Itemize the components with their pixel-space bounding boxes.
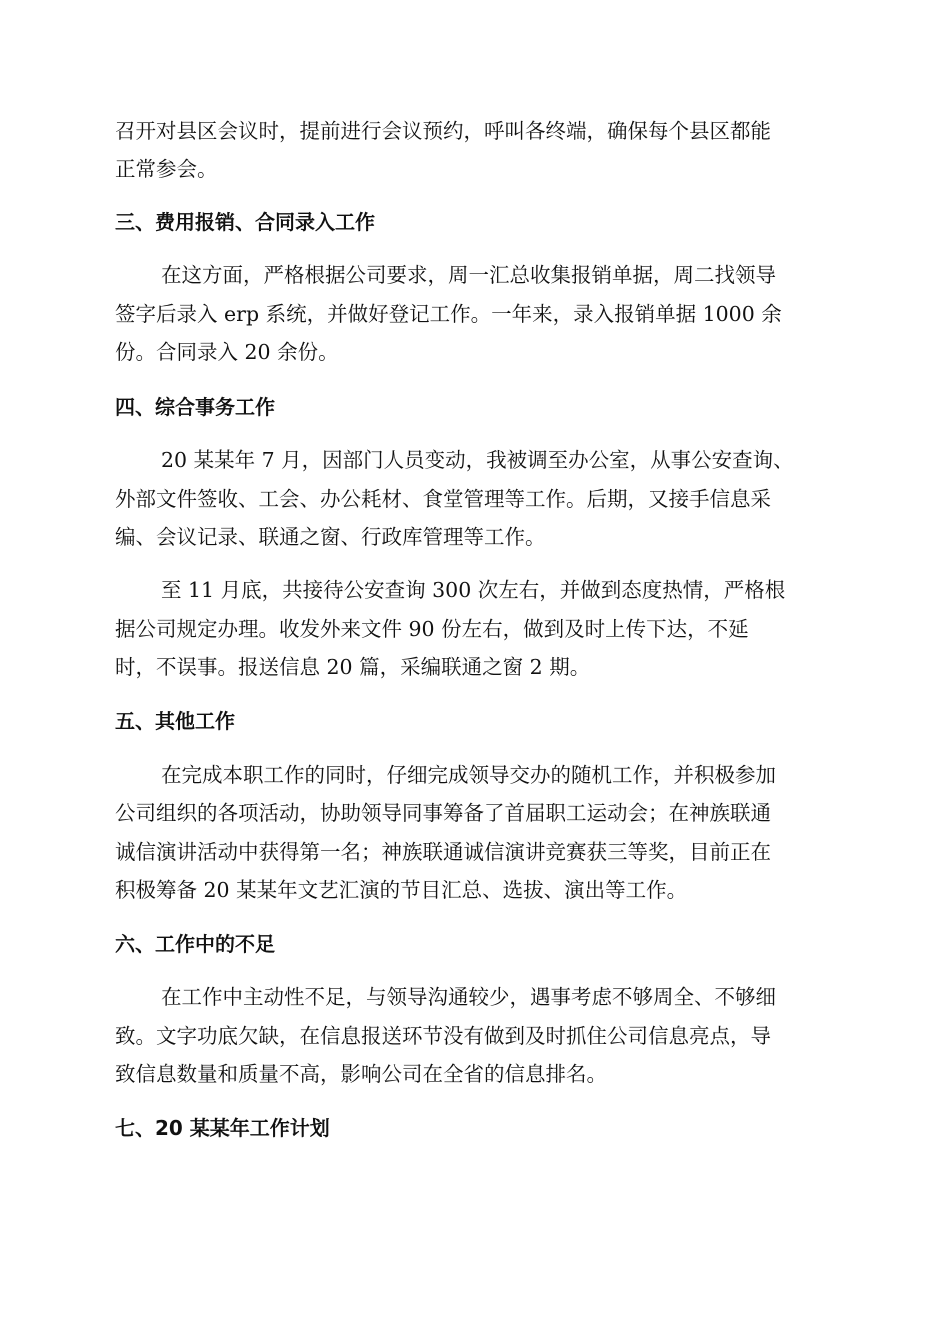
body-text-line: 在工作中主动性不足，与领导沟通较少，遇事考虑不够周全、不够细: [161, 985, 776, 1009]
body-text-line: 20 某某年 7 月，因部门人员变动，我被调至办公室，从事公安查询、: [161, 448, 794, 472]
section-heading: 六、工作中的不足: [115, 932, 275, 956]
section-heading: 三、费用报销、合同录入工作: [115, 210, 375, 234]
body-text-line: 在完成本职工作的同时，仔细完成领导交办的随机工作，并积极参加: [161, 763, 776, 787]
body-text-line: 致。文字功底欠缺，在信息报送环节没有做到及时抓住公司信息亮点，导: [115, 1024, 771, 1048]
body-text-line: 召开对县区会议时，提前进行会议预约，呼叫各终端，确保每个县区都能: [115, 119, 771, 143]
body-text-line: 外部文件签收、工会、办公耗材、食堂管理等工作。后期，又接手信息采: [115, 487, 771, 511]
section-heading: 四、综合事务工作: [115, 395, 275, 419]
body-text-line: 编、会议记录、联通之窗、行政库管理等工作。: [115, 525, 546, 549]
body-text-line: 积极筹备 20 某某年文艺汇演的节目汇总、选拔、演出等工作。: [115, 878, 688, 902]
section-heading: 七、20 某某年工作计划: [115, 1116, 330, 1140]
body-text-line: 在这方面，严格根据公司要求，周一汇总收集报销单据，周二找领导: [161, 263, 776, 287]
body-text-line: 签字后录入 erp 系统，并做好登记工作。一年来，录入报销单据 1000 余: [115, 302, 782, 326]
body-text-line: 时，不误事。报送信息 20 篇，采编联通之窗 2 期。: [115, 655, 591, 679]
body-text-line: 致信息数量和质量不高，影响公司在全省的信息排名。: [115, 1062, 607, 1086]
body-text-line: 诚信演讲活动中获得第一名；神族联通诚信演讲竞赛获三等奖，目前正在: [115, 840, 771, 864]
body-text-line: 公司组织的各项活动，协助领导同事筹备了首届职工运动会；在神族联通: [115, 801, 771, 825]
body-text-line: 正常参会。: [115, 157, 218, 181]
section-heading: 五、其他工作: [115, 709, 235, 733]
body-text-line: 据公司规定办理。收发外来文件 90 份左右，做到及时上传下达，不延: [115, 617, 749, 641]
body-text-line: 份。合同录入 20 余份。: [115, 340, 339, 364]
body-text-line: 至 11 月底，共接待公安查询 300 次左右，并做到态度热情，严格根: [161, 578, 786, 602]
